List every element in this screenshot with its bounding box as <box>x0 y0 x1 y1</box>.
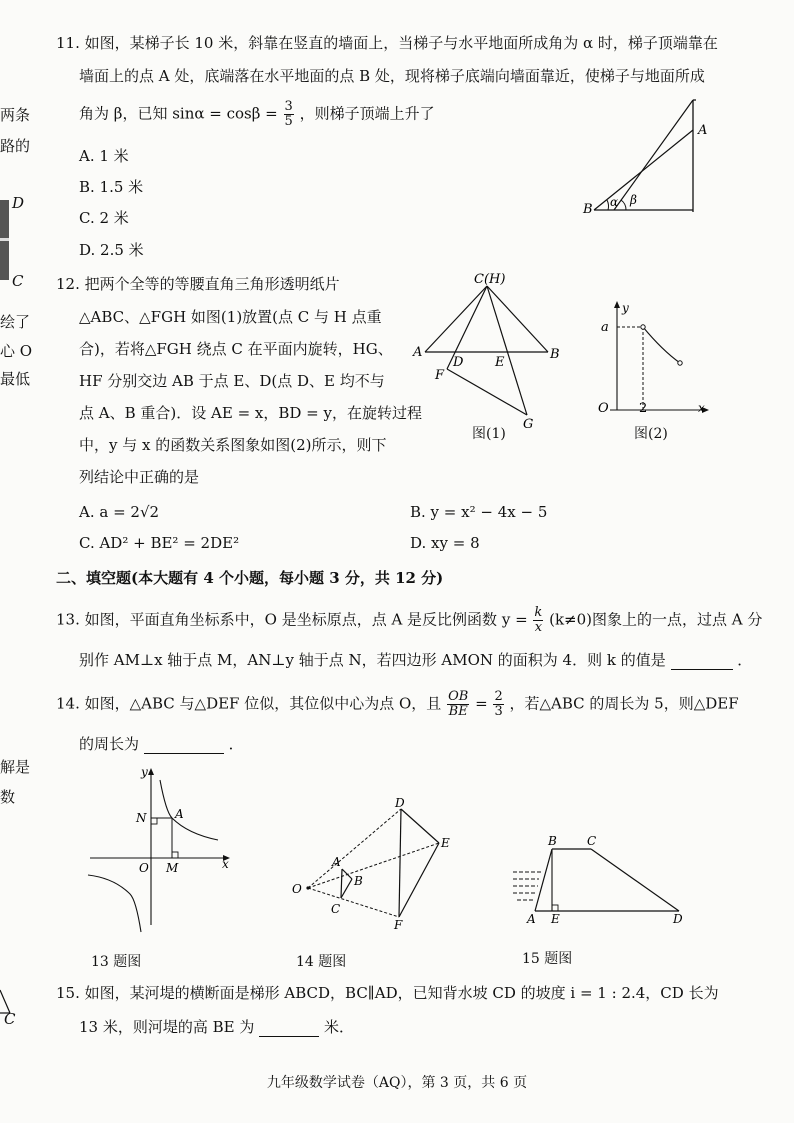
q13-fig-label-x: x <box>222 857 229 871</box>
q12-fig2-label-y: y <box>622 301 629 315</box>
q12-fig2-caption: 图(2) <box>634 426 668 442</box>
margin-fragment: 绘了 <box>0 313 31 331</box>
q15-caption: 15 题图 <box>522 951 573 967</box>
q12-fig1-label-ch: C(H) <box>474 272 506 287</box>
q14-line-1 <box>56 690 739 719</box>
q11-line-1: 11. 如图，某梯子长 10 米，斜靠在竖直的墙面上，当梯子与水平地面所成角为 α 时，梯子顶端靠在 <box>56 34 718 52</box>
frac-num: OB <box>448 689 469 704</box>
q14-fig-label-f: F <box>394 918 403 932</box>
q15-fig-label-e: E <box>551 912 560 926</box>
q14-fig-label-d: D <box>395 796 405 810</box>
q13-fig-label-a: A <box>175 807 184 821</box>
q14-line-2-text: 的周长为 <box>79 735 140 753</box>
q15-line-2 <box>79 1017 354 1037</box>
frac-num: k <box>534 605 543 620</box>
q15-fig-label-b: B <box>548 834 557 848</box>
q12-figure-1 <box>410 268 570 443</box>
q14-fig-label-o: O <box>292 882 302 896</box>
q14-fig-label-e: E <box>441 836 450 850</box>
q13-line-2-text: 别作 AM⊥x 轴于点 M，AN⊥y 轴于点 N，若四边形 AMON 的面积为 4．则 k 的值是 <box>79 651 666 669</box>
q15-line-2-post: 米． <box>323 1018 354 1036</box>
q11-label-beta: β <box>630 193 637 207</box>
q12-fig1-label-b: B <box>550 347 560 362</box>
q11-label-alpha: α <box>610 195 619 209</box>
q14-figure <box>286 795 461 935</box>
margin-fragment: D <box>12 194 25 212</box>
q15-line-1: 15. 如图，某河堤的横断面是梯形 ABCD，BC∥AD，已知背水坡 CD 的坡度 i = 1 : 2.4，CD 长为 <box>56 984 719 1002</box>
q11-line-2: 墙面上的点 A 处，底端落在水平地面的点 B 处，现将梯子底端向墙面靠近，使梯子与地面所成 <box>79 67 705 85</box>
q12-fig1-label-g: G <box>523 417 534 432</box>
q12-fig1-label-d: D <box>453 355 464 370</box>
frac-den: x <box>534 620 543 635</box>
q13-fig-label-y: y <box>141 765 148 779</box>
q15-fig-label-c: C <box>587 834 597 848</box>
q12-option-c[interactable]: C. AD² + BE² = 2DE² <box>79 534 240 552</box>
q13-fig-label-o: O <box>139 861 149 875</box>
q13-fig-label-n: N <box>136 811 147 825</box>
q13-figure <box>86 760 236 935</box>
q14-fraction-ob-be <box>447 690 469 719</box>
q13-answer-blank[interactable] <box>671 653 733 670</box>
q12-option-d[interactable]: D. xy = 8 <box>410 534 480 552</box>
q11-option-d[interactable]: D. 2.5 米 <box>79 241 144 259</box>
margin-fragment: 解是 <box>0 758 31 776</box>
q13-line-1-post: (k≠0)图象上的一点，过点 A 分 <box>549 610 763 629</box>
q11-fraction <box>284 100 294 129</box>
q12-fig1-label-e: E <box>495 355 505 370</box>
q12-line-2: △ABC、△FGH 如图(1)放置(点 C 与 H 点重 <box>79 308 382 326</box>
q13-line-2 <box>79 650 752 670</box>
q11-option-c[interactable]: C. 2 米 <box>79 209 129 227</box>
q15-fig-label-d: D <box>673 912 683 926</box>
q14-fig-label-b: B <box>354 874 363 888</box>
q14-fraction-2-3 <box>493 690 503 719</box>
q14-line-2-end: ． <box>228 735 244 753</box>
q12-line-3: 合)，若将△FGH 绕点 C 在平面内旋转，HG、 <box>79 340 393 358</box>
q14-fig-label-c: C <box>331 902 341 916</box>
margin-fragment: 最低 <box>0 370 31 388</box>
margin-fragment: 心 O <box>0 342 33 360</box>
q11-line-3-post: ，则梯子顶端上升了 <box>299 104 435 123</box>
margin-fragment: C <box>12 272 24 290</box>
q14-equals: = <box>475 694 488 713</box>
q14-fig-label-a: A <box>332 855 341 869</box>
frac-den: 3 <box>494 704 503 719</box>
q13-fraction <box>533 606 543 635</box>
margin-fragment: C <box>4 1010 16 1028</box>
q11-line-3 <box>79 100 435 129</box>
margin-fragment: 数 <box>0 788 16 806</box>
q12-option-b[interactable]: B. y = x² − 4x − 5 <box>410 503 548 521</box>
q12-fig2-label-a: a <box>601 320 609 335</box>
q11-line-3-pre: 角为 β，已知 sinα = cosβ = <box>79 104 278 123</box>
frac-num: 2 <box>494 689 503 704</box>
q12-fig2-label-o: O <box>598 401 609 416</box>
q14-line-1-pre: 14. 如图，△ABC 与△DEF 位似，其位似中心为点 O，且 <box>56 694 442 713</box>
q11-option-b[interactable]: B. 1.5 米 <box>79 178 144 196</box>
q12-line-5: 点 A、B 重合)．设 AE = x，BD = y，在旋转过程 <box>79 404 422 422</box>
section-2-title: 二、填空题(本大题有 4 个小题，每小题 3 分，共 12 分) <box>56 569 444 587</box>
q12-figure-2 <box>592 298 717 423</box>
q12-fig1-label-f: F <box>435 368 445 383</box>
q11-option-a[interactable]: A. 1 米 <box>79 147 129 165</box>
q12-fig1-label-a: A <box>413 345 423 360</box>
q11-label-b: B <box>583 202 593 217</box>
q13-fig-label-m: M <box>166 861 179 875</box>
frac-num: 3 <box>284 99 293 114</box>
q14-caption: 14 题图 <box>296 954 347 970</box>
q13-line-2-end: ． <box>737 651 753 669</box>
q15-figure <box>505 830 695 930</box>
q14-line-1-post: ，若△ABC 的周长为 5，则△DEF <box>509 694 739 713</box>
margin-fragment: 两条 <box>0 106 31 124</box>
frac-den: BE <box>448 704 468 719</box>
q11-label-a: A <box>698 123 708 138</box>
q12-fig2-label-2: 2 <box>639 401 648 416</box>
q15-answer-blank[interactable] <box>259 1020 319 1037</box>
margin-figure-gap <box>0 238 9 241</box>
q11-ladder-figure <box>580 92 720 217</box>
q13-line-1 <box>56 606 762 635</box>
q13-caption: 13 题图 <box>91 954 142 970</box>
page-footer: 九年级数学试卷（AQ），第 3 页，共 6 页 <box>266 1075 528 1091</box>
q12-fig2-label-x: x <box>698 401 705 415</box>
margin-fragment: 路的 <box>0 137 31 155</box>
q12-option-a[interactable]: A. a = 2√2 <box>79 503 160 521</box>
q15-line-2-pre: 13 米，则河堤的高 BE 为 <box>79 1018 255 1036</box>
q13-line-1-pre: 13. 如图，平面直角坐标系中，O 是坐标原点，点 A 是反比例函数 y = <box>56 610 528 629</box>
q14-line-2 <box>79 734 244 754</box>
q15-fig-label-a: A <box>527 912 536 926</box>
q12-line-7: 列结论中正确的是 <box>79 468 200 486</box>
q14-answer-blank[interactable] <box>144 737 224 754</box>
q12-line-4: HF 分别交边 AB 于点 E、D(点 D、E 均不与 <box>79 372 385 390</box>
q12-fig1-caption: 图(1) <box>472 426 506 442</box>
q12-line-6: 中，y 与 x 的函数关系图象如图(2)所示，则下 <box>79 436 387 454</box>
frac-den: 5 <box>284 114 293 129</box>
q12-line-1: 12. 把两个全等的等腰直角三角形透明纸片 <box>56 275 340 293</box>
